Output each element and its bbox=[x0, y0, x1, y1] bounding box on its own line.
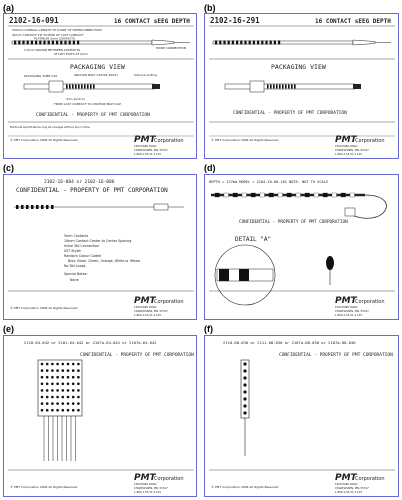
lead-wires bbox=[44, 416, 76, 461]
contact bbox=[232, 41, 234, 45]
contact bbox=[60, 41, 62, 45]
panel-label-b: (b) bbox=[204, 3, 216, 13]
grid-contact bbox=[72, 409, 75, 412]
strip-electrode bbox=[241, 360, 249, 418]
grid-contact bbox=[56, 376, 59, 379]
drawing-sheet-b bbox=[204, 13, 399, 159]
dim-contact-tip: 46mm CONTACT TIP TO END OF LAST CONTACT bbox=[12, 33, 84, 37]
spec-3: Inline Tail Connection bbox=[64, 244, 100, 248]
special-notes-value: None bbox=[70, 278, 79, 282]
grid-contact bbox=[77, 389, 80, 392]
contact bbox=[27, 41, 29, 45]
packaging-contact bbox=[294, 85, 296, 89]
drawing-sheet-f bbox=[204, 335, 399, 497]
grid-contact bbox=[62, 383, 65, 386]
grid-contact bbox=[77, 376, 80, 379]
grid-electrode bbox=[38, 360, 82, 416]
contact bbox=[278, 41, 280, 45]
contact bbox=[265, 41, 267, 45]
company-word: Corporation bbox=[355, 299, 385, 305]
strip-contact bbox=[243, 411, 246, 414]
address-line-1: 1500 PARK ROAD bbox=[335, 483, 358, 486]
panel-label-c: (c) bbox=[3, 163, 14, 173]
grid-contact bbox=[77, 369, 80, 372]
packaging-contact bbox=[84, 85, 86, 89]
panel-label-a: (a) bbox=[3, 3, 14, 13]
contact bbox=[31, 41, 33, 45]
grid-contact bbox=[77, 383, 80, 386]
grid-contact bbox=[62, 402, 65, 405]
address-line-1: 1500 PARK ROAD bbox=[335, 306, 358, 309]
tube-end bbox=[152, 84, 160, 89]
packaging-tube bbox=[24, 84, 154, 89]
grid-contact bbox=[46, 376, 49, 379]
grid-contact bbox=[72, 376, 75, 379]
grid-contact bbox=[41, 402, 44, 405]
detail-contact bbox=[239, 269, 249, 281]
grid-contact bbox=[41, 363, 44, 366]
address-line-2: CHANHASSEN, MN. 55317 bbox=[134, 149, 168, 152]
part-number: 2110-64-042 or 2101-64-042 or 2107a-64-042 or 2107a-64-042 bbox=[24, 340, 157, 345]
contact bbox=[215, 193, 220, 197]
anchor-bolt-cap bbox=[250, 81, 264, 92]
grid-contact bbox=[46, 409, 49, 412]
contact bbox=[242, 193, 247, 197]
confidential-text: CONFIDENTIAL - PROPERTY OF PMT CORPORATION bbox=[36, 113, 150, 118]
view-title: PACKAGING VIEW bbox=[271, 63, 326, 71]
contact bbox=[296, 193, 301, 197]
drawing-sheet-d bbox=[204, 174, 399, 320]
grid-contact bbox=[67, 396, 70, 399]
dim-moke: MOKE CONNECTION bbox=[156, 46, 187, 50]
contact bbox=[64, 41, 66, 45]
detail-contact bbox=[219, 269, 229, 281]
copyright-text: © PMT Corporation 2006 All Rights Reserved bbox=[10, 306, 78, 310]
contact bbox=[41, 205, 44, 209]
contact bbox=[278, 193, 283, 197]
drawing-sheet-e bbox=[3, 335, 197, 497]
grid-contact bbox=[62, 376, 65, 379]
packaging-contact bbox=[75, 85, 77, 89]
packaging-contact bbox=[78, 85, 80, 89]
grid-contact bbox=[77, 402, 80, 405]
part-number: 2102-16-091 bbox=[9, 16, 59, 25]
contact bbox=[56, 41, 58, 45]
contact bbox=[18, 41, 20, 45]
grid-contact bbox=[51, 402, 54, 405]
company-word: Corporation bbox=[355, 138, 385, 144]
contact bbox=[51, 205, 54, 209]
label-tube-cap: PACKAGING TUBE CAP bbox=[24, 74, 58, 78]
contact bbox=[224, 193, 229, 197]
contact bbox=[287, 193, 292, 197]
contact bbox=[46, 205, 49, 209]
panel-label-f: (f) bbox=[204, 324, 213, 334]
contact bbox=[43, 41, 45, 45]
grid-contact bbox=[46, 369, 49, 372]
contact bbox=[48, 41, 50, 45]
panel-label-d: (d) bbox=[204, 163, 216, 173]
panel-label-e: (e) bbox=[3, 324, 14, 334]
inline-connector bbox=[154, 204, 168, 210]
contact bbox=[341, 193, 346, 197]
connector-tail bbox=[353, 40, 375, 45]
address-line-1: 1500 PARK ROAD bbox=[335, 145, 358, 148]
address-line-3: 1-800-1-55-31 4 1X5 bbox=[134, 314, 161, 317]
spec-2: 10mm Contact Center to Center Spacing bbox=[64, 239, 132, 243]
grid-contact bbox=[77, 396, 80, 399]
grid-contact bbox=[62, 363, 65, 366]
contact bbox=[251, 193, 256, 197]
address-line-1: 1500 PARK ROAD bbox=[134, 483, 157, 486]
confidential-text: CONFIDENTIAL - PROPERTY OF PMT CORPORATION bbox=[16, 187, 168, 194]
address-line-2: CHANHASSEN, MN. 55317 bbox=[134, 487, 168, 490]
contact bbox=[16, 205, 19, 209]
grid-contact bbox=[62, 369, 65, 372]
grid-contact bbox=[62, 396, 65, 399]
grid-contact bbox=[72, 363, 75, 366]
contact bbox=[240, 41, 242, 45]
contact bbox=[257, 41, 259, 45]
strip-contact bbox=[243, 404, 246, 407]
contact bbox=[244, 41, 246, 45]
strip-contact bbox=[243, 362, 246, 365]
contact bbox=[52, 41, 54, 45]
address-line-3: 1-800-1-55-31 4 1X5 bbox=[335, 153, 362, 156]
grid-contact bbox=[51, 383, 54, 386]
confidential-text: CONFIDENTIAL - PROPERTY OF PMT CORPORATION bbox=[239, 220, 348, 225]
spec-7: No Tail Loops bbox=[64, 264, 86, 268]
anchor-bolt-cap bbox=[49, 81, 63, 92]
address-line-1: 1500 PARK ROAD bbox=[134, 306, 157, 309]
company-word: Corporation bbox=[154, 299, 184, 305]
company-word: Corporation bbox=[154, 138, 184, 144]
grid-contact bbox=[77, 409, 80, 412]
contact bbox=[228, 41, 230, 45]
contact bbox=[261, 41, 263, 45]
packaging-tube bbox=[225, 84, 355, 89]
grid-contact bbox=[67, 389, 70, 392]
spec-4: SST Stylet bbox=[64, 249, 81, 253]
dim-overall-length: 500mm OVERALL LENGTH TO START OF INTERCONNECTION bbox=[12, 28, 102, 32]
address-line-2: CHANHASSEN, MN. 55317 bbox=[335, 149, 369, 152]
company-logo: PMT bbox=[134, 473, 156, 483]
label-o-ring: Silicone O-Ring bbox=[134, 73, 157, 77]
grid-contact bbox=[67, 363, 70, 366]
contact bbox=[69, 41, 71, 45]
grid-contact bbox=[46, 363, 49, 366]
tail-loop bbox=[350, 195, 386, 218]
grid-contact bbox=[51, 409, 54, 412]
packaging-contact bbox=[267, 85, 269, 89]
label-length: 3cm-10.5cm bbox=[66, 97, 85, 101]
contact-ring-view bbox=[326, 256, 334, 270]
contact bbox=[35, 41, 37, 45]
drawing-sheet-a bbox=[3, 13, 197, 159]
drawing-title: 16 CONTACT sEEG DEPTH bbox=[114, 18, 190, 25]
copyright-text: © PMT Corporation 2006 All Rights Reserved bbox=[211, 485, 279, 489]
grid-contact bbox=[56, 409, 59, 412]
strip-contact bbox=[243, 390, 246, 393]
dim-platinum: PLATINUM 2mm CONTACTS bbox=[34, 36, 75, 41]
drawing-header: DEPTH = 127mm MODEL = 2104-16-06-101 NOTE: NOT TO SCALE bbox=[209, 180, 328, 184]
drawing-title: 16 CONTACT sEEG DEPTH bbox=[315, 18, 391, 25]
grid-contact bbox=[56, 363, 59, 366]
packaging-contact bbox=[72, 85, 74, 89]
grid-contact bbox=[56, 402, 59, 405]
contact bbox=[77, 41, 79, 45]
copyright-text: © PMT Corporation 2006 All Rights Reserved bbox=[10, 485, 78, 489]
contact bbox=[332, 193, 337, 197]
contact bbox=[270, 41, 272, 45]
grid-contact bbox=[46, 396, 49, 399]
packaging-contact bbox=[66, 85, 68, 89]
grid-contact bbox=[72, 389, 75, 392]
contact bbox=[22, 41, 24, 45]
contact bbox=[215, 41, 217, 45]
packaging-contact bbox=[270, 85, 272, 89]
label-from-last: FROM LAST CONTACT TO ANCHOR BOLT CAP bbox=[54, 102, 121, 106]
strip-contact bbox=[243, 369, 246, 372]
packaging-contact bbox=[282, 85, 284, 89]
company-logo: PMT bbox=[335, 135, 357, 145]
part-number: 2102-16-291 bbox=[210, 16, 260, 25]
grid-contact bbox=[41, 409, 44, 412]
packaging-contact bbox=[273, 85, 275, 89]
contact bbox=[236, 41, 238, 45]
confidential-text: CONFIDENTIAL - PROPERTY OF PMT CORPORATION bbox=[80, 353, 194, 358]
dim-stylet: STYLET EXITS AT 2mm bbox=[54, 52, 88, 56]
grid-contact bbox=[56, 396, 59, 399]
company-logo: PMT bbox=[134, 135, 156, 145]
packaging-contact bbox=[81, 85, 83, 89]
contact bbox=[269, 193, 274, 197]
spec-1: 5mm Contacts bbox=[64, 234, 89, 238]
packaging-contact bbox=[69, 85, 71, 89]
copyright-text: © PMT Corporation 2006 All Rights Reserved bbox=[211, 138, 279, 142]
grid-contact bbox=[72, 369, 75, 372]
note-text: Electrode specifications may be changed without prior notice. bbox=[10, 126, 91, 129]
contact bbox=[233, 193, 238, 197]
contact bbox=[274, 41, 276, 45]
drawing-sheet-c bbox=[3, 174, 197, 320]
packaging-contact bbox=[93, 85, 95, 89]
grid-contact bbox=[67, 402, 70, 405]
grid-contact bbox=[62, 409, 65, 412]
contact bbox=[39, 41, 41, 45]
address-line-2: CHANHASSEN, MN. 55317 bbox=[335, 487, 369, 490]
contact bbox=[249, 41, 251, 45]
grid-contact bbox=[72, 396, 75, 399]
grid-contact bbox=[56, 369, 59, 372]
address-line-3: 1-800-1-55-31 4 1X5 bbox=[335, 491, 362, 494]
strip-contact bbox=[243, 397, 246, 400]
grid-contact bbox=[51, 389, 54, 392]
packaging-contact bbox=[285, 85, 287, 89]
contact bbox=[14, 41, 16, 45]
strip-contact bbox=[243, 383, 246, 386]
grid-contact bbox=[51, 396, 54, 399]
grid-contact bbox=[41, 396, 44, 399]
contact bbox=[21, 205, 24, 209]
part-number: 2110-08-030 or 2111-08-030 or 2107a-08-030 or 2107a-08-030 bbox=[223, 340, 356, 345]
copyright-text: © PMT Corporation 2006 All Rights Reserved bbox=[10, 138, 78, 142]
grid-contact bbox=[56, 389, 59, 392]
address-line-3: 1-800-1-55-31 4 1X5 bbox=[335, 314, 362, 317]
detail-title: DETAIL "A" bbox=[235, 236, 272, 243]
grid-contact bbox=[51, 369, 54, 372]
contact bbox=[253, 41, 255, 45]
grid-contact bbox=[51, 376, 54, 379]
special-notes: Special Notes: bbox=[64, 272, 88, 276]
grid-contact bbox=[41, 369, 44, 372]
grid-contact bbox=[72, 402, 75, 405]
grid-contact bbox=[67, 383, 70, 386]
spec-5: Random Colour Coded bbox=[64, 254, 101, 258]
contact bbox=[31, 205, 34, 209]
grid-contact bbox=[67, 369, 70, 372]
company-logo: PMT bbox=[335, 296, 357, 306]
confidential-text: CONFIDENTIAL - PROPERTY OF PMT CORPORATION bbox=[279, 353, 393, 358]
grid-contact bbox=[56, 383, 59, 386]
tube-end bbox=[353, 84, 361, 89]
address-line-2: CHANHASSEN, MN. 55317 bbox=[134, 310, 168, 313]
contact bbox=[223, 41, 225, 45]
spec-6: Blue, Black, Green, Orange, White or Yellow bbox=[68, 259, 140, 263]
grid-contact bbox=[67, 409, 70, 412]
packaging-contact bbox=[279, 85, 281, 89]
contact bbox=[314, 193, 319, 197]
grid-contact bbox=[72, 383, 75, 386]
grid-contact bbox=[41, 383, 44, 386]
address-line-3: 1-800-1-55-31 4 1X5 bbox=[134, 153, 161, 156]
packaging-contact bbox=[90, 85, 92, 89]
contact bbox=[219, 41, 221, 45]
company-word: Corporation bbox=[154, 476, 184, 482]
company-logo: PMT bbox=[134, 296, 156, 306]
contact bbox=[260, 193, 265, 197]
address-line-1: 1500 PARK ROAD bbox=[134, 145, 157, 148]
contact bbox=[26, 205, 29, 209]
grid-contact bbox=[51, 363, 54, 366]
view-title: PACKAGING VIEW bbox=[70, 63, 125, 71]
grid-contact bbox=[41, 389, 44, 392]
grid-contact bbox=[77, 363, 80, 366]
grid-contact bbox=[41, 376, 44, 379]
address-line-2: CHANHASSEN, MN. 55317 bbox=[335, 310, 369, 313]
contact bbox=[36, 205, 39, 209]
grid-contact bbox=[46, 389, 49, 392]
grid-contact bbox=[46, 383, 49, 386]
packaging-contact bbox=[291, 85, 293, 89]
contact bbox=[73, 41, 75, 45]
packaging-contact bbox=[288, 85, 290, 89]
grid-contact bbox=[46, 402, 49, 405]
address-line-3: 1-800-1-55-31 4 1X5 bbox=[134, 491, 161, 494]
tail-connector bbox=[345, 208, 355, 216]
part-number: 2102-16-084 or 2102-16-086 bbox=[44, 180, 115, 185]
grid-contact bbox=[62, 389, 65, 392]
contact bbox=[323, 193, 328, 197]
grid-contact bbox=[67, 376, 70, 379]
packaging-contact bbox=[87, 85, 89, 89]
connector-tail bbox=[152, 40, 174, 45]
strip-contact bbox=[243, 376, 246, 379]
label-anchor-bolt: ANCHOR BOLT CAP PN 3X021 bbox=[74, 73, 119, 77]
company-word: Corporation bbox=[355, 476, 385, 482]
packaging-contact bbox=[276, 85, 278, 89]
contact bbox=[305, 193, 310, 197]
contact bbox=[350, 193, 355, 197]
dim-spacer: 1.5mm SPACER BETWEEN CONTACTS bbox=[24, 48, 80, 52]
company-logo: PMT bbox=[335, 473, 357, 483]
confidential-text: CONFIDENTIAL - PROPERTY OF PMT CORPORATION bbox=[233, 111, 347, 116]
